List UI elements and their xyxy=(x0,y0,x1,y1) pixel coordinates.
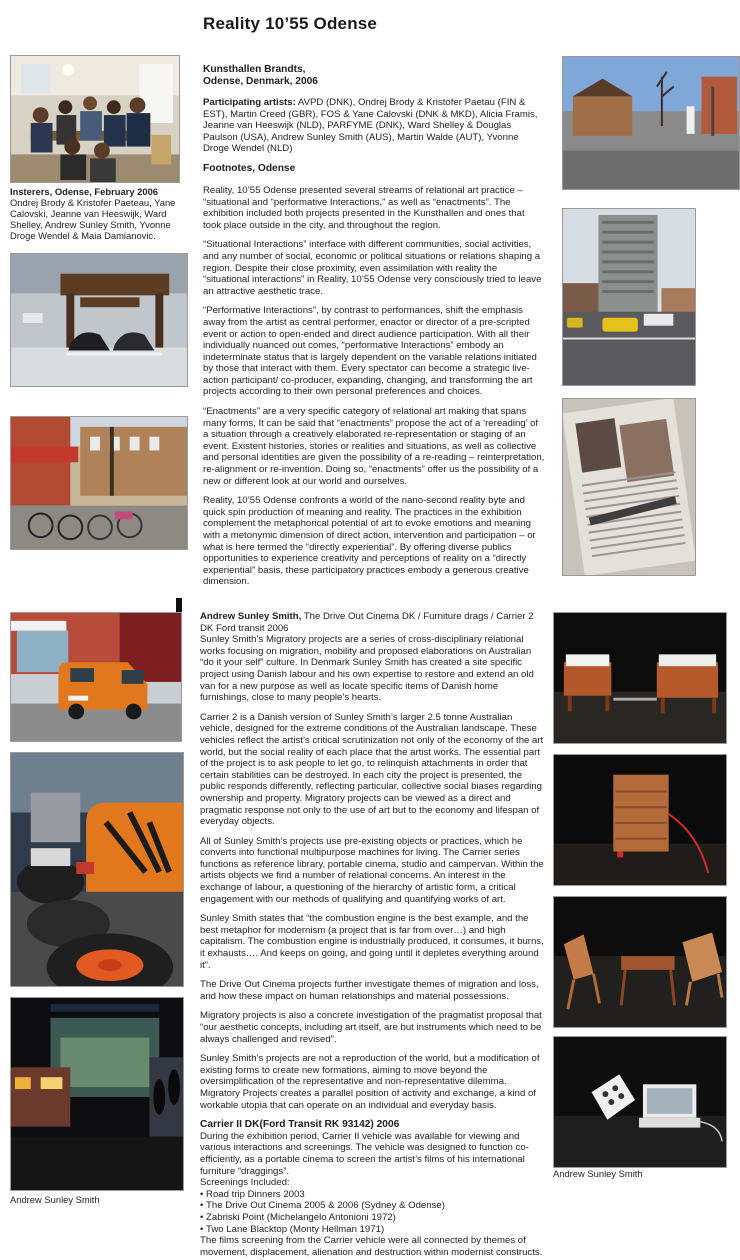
venue-heading xyxy=(203,64,545,88)
photo-orange-van xyxy=(10,612,182,742)
artists-list: AVPD (DNK), Ondrej Brody & Kristofer Paetau (FIN & EST), Martin Creed (GBR), FOS & Yane Calovski (DNK & MKD), Alicia Framis, Jeanne van Heeswijk (NLD), PARFYME (DNK), Ward Shelley & Douglas Paulson (USA), Andrew Sunley Smith (AUS), Martin Walde (AUT), Yvonne Droge Wendel (NLD) xyxy=(203,97,538,155)
photo-newspaper xyxy=(562,398,696,576)
caption-right-artist: Andrew Sunley Smith xyxy=(553,1168,643,1179)
top-paragraph: Reality, 10’55 Odense presented several streams of relational art practice – “situational and “performative Interactions,” as well as “enactments”. The exhibition included both projects presented in the Kunsthallen and ones that took place outside in the city, and throughout the region. xyxy=(203,184,525,231)
photo-chairs-night xyxy=(553,896,727,1028)
bottom-paragraph: The Drive Out Cinema projects further investigate themes of migration and loss, and how these impact on human relationships and material possessions. xyxy=(200,979,539,1002)
bottom-paragraph: Sunley Smith states that “the combustion engine is the best example, and the best metaphor for modernism (a project that is far from over…) and high capitalism. The combustion engine is industrially produced, it consumes, it burns, it exhausts…. And keeps on going, and going until it depletes everything around it”. xyxy=(200,913,544,971)
screening-item: • Zabriski Point (Michelangelo Antonioni 1972) xyxy=(200,1212,546,1224)
screenings-label: Screenings Included: xyxy=(200,1177,290,1189)
screening-item: • The Drive Out Cinema 2005 & 2006 (Sydney & Odense) xyxy=(200,1200,546,1212)
bottom-paragraph: Migratory projects is also a concrete investigation of the pragmatist proposal that “our aesthetic concepts, including art itself, are but instruments which need to be always challenged and revised”. xyxy=(200,1010,542,1045)
top-paragraph: “Situational Interactions” interface with different communities, social activities, and any number of social, economic or political situations or relations shaping a region. Despite their close proximity, even assimilation with reality the “situational interactions” in Reality, 10’55 Odense very consciously tried to leave an attractive aesthetic trace. xyxy=(203,239,542,297)
photo-tyres-junk xyxy=(10,752,184,987)
page-title: Reality 10’55 Odense xyxy=(203,14,378,33)
photo-odense-square xyxy=(562,56,740,190)
bottom-paragraph: All of Sunley Smith’s projects use pre-existing objects or practices, which he converts into functional multipurpose machines for living. The Carrier series functions as reference library, portable cinema, studio and campervan. Within the artists objects we find a number of relational concerns. An interest in the exchange of labour, a questioning of the hierarchy of artistic form, a critical engagement with our methods of qualifying and quantifying works of art. xyxy=(200,835,544,905)
top-paragraph: “Enactments” are a very specific category of relational art making that spans many forms, It can be said that “enactments” propose the act of a ‘rereading’ of a situation through a creatively elaborated re-representation or staging of an event. Existent histories, stories or realities and situations, as well as collective and personal identities are given the possibility of a re-reading – reinterpretation, re-alignment or re-invention. Doing so, “enactments” offer us the possibility of a new or different look at our world and ourselves. xyxy=(203,406,545,487)
venue-line-2: Odense, Denmark, 2006 xyxy=(203,76,318,87)
photo-night-cinema xyxy=(10,997,184,1191)
closing-paragraph: The films screening from the Carrier vehicle were all connected by themes of movement, displacement, alienation and destruction within modernist constructs. xyxy=(200,1235,543,1258)
screening-item: • Road trip Dinners 2003 xyxy=(200,1189,546,1201)
photo-odense-street-bikes xyxy=(10,416,188,550)
artist-name: Andrew Sunley Smith, xyxy=(200,611,302,622)
carrier-heading: Carrier II DK(Ford Transit RK 93142) 2006 xyxy=(200,1119,400,1131)
photo-insterers-group xyxy=(10,55,180,183)
bottom-text-column xyxy=(200,611,546,1258)
top-paragraph: Reality, 10’55 Odense confronts a world of the nano-second reality byte and quick spin production of meaning and reality. The practices in the exhibition complement the metaphorical potential of art to evoke emotions and meaning with a metonymic dimension of direct action, intervention and participation – or what is here termed the “directly experiential”. By offering diverse publics opportunities to experience creativity and perceptions of reality on a “directly experiential” basis, these participatory practices embody a generous creative dimension. xyxy=(203,495,536,588)
photo-tower-taxi xyxy=(562,208,696,386)
screenings-list xyxy=(200,1189,546,1235)
photo-beds-night xyxy=(553,612,727,744)
artists-label: Participating artists: xyxy=(203,97,296,108)
screening-item: • Two Lane Blacktop (Monty Hellman 1971) xyxy=(200,1224,546,1236)
bottom-paragraph: Sunley Smith’s projects are not a reproduction of the world, but a modification of existing forms to create new formations, aiming to move beyond the oversimplification of the representative and non-representative dilemma. Migratory Projects creates a parallel position of activity and exchange, a kind of workable utopia that can operate on an individual and everyday basis. xyxy=(200,1053,540,1111)
carrier-paragraph: During the exhibition period, Carrier II vehicle was available for viewing and various interactions and screenings. The vehicle was designed to function co-efficiently, as a portable cinema to screen the artist’s films of his international furniture “draggings”. xyxy=(200,1130,529,1177)
venue-line-1: Kunsthallen Brandts, xyxy=(203,64,306,75)
project-title: The Drive Out Cinema DK / Furniture drags / Carrier 2 DK Ford transit 2006 xyxy=(200,611,534,634)
top-text-column xyxy=(203,64,545,596)
caption-insterers-title: Insterers, Odense, February 2006 xyxy=(10,186,158,197)
intro-paragraph: Sunley Smith’s Migratory projects are a series of cross-disciplinary relational works focusing on migration, mobility and proposed elaborations on Australian “do it your self” culture. In Denmark Sunley Smith has created a site specific project using Danish labour and his own expertise to restore and extend an old van for a new purpose as well as locate specific items of Danish home furnishings, close to many people’s hearts. xyxy=(200,634,534,704)
caption-insterers-text: Ondrej Brody & Kristofer Paeteau, Yane Calovski, Jeanne van Heeswijk, Ward Shelley, Andrew Sunley Smith, Yvonne Droge Wendel & Maia Damianovic. xyxy=(10,197,176,241)
top-paragraph: “Performative Interactions”, by contrast to performances, shift the emphasis away from the artist as central performer, enactor or director of a pre-scripted event or action to open-ended and direct audience participation. With all their individually nuanced out comes, “performative Interactions” embody an indeterminate status that is largely dependent on the variable relations initiated by those that interact with them. Every spectator can become a strategic live-action participant/ co-producer, expanding, changing, and transforming the art projects according to their own personal preferences and choices. xyxy=(203,305,537,398)
sunley-smith-intro xyxy=(200,611,546,704)
caption-left-artist: Andrew Sunley Smith xyxy=(10,1194,100,1205)
carrier-section xyxy=(200,1119,546,1258)
photo-drawers-night xyxy=(553,754,727,886)
caption-insterers xyxy=(10,186,182,241)
bottom-paragraph: Carrier 2 is a Danish version of Sunley Smith’s larger 2.5 tonne Australian vehicle, designed for the extreme conditions of the Australian landscape. These vehicles reflect the artist’s critical scrutinization not only of the economy of the art world, but the social reality of each place that the artist works. The essential part of the project is to ask people to let go, to relinquish attachments in order that certain stabilities can be destroyed. In each city the project is presented, the public responds differently, reflecting particular, collective social biases regarding ownership and property. Migratory projects can be viewed as a direct and pragmatic response not only to the use of art but to the economy and lifespan of everyday objects. xyxy=(200,711,544,828)
footnotes-heading: Footnotes, Odense xyxy=(203,162,296,174)
participating-artists xyxy=(203,97,545,155)
photo-skates-on-table xyxy=(10,253,188,387)
photo-objects-night xyxy=(553,1036,727,1168)
